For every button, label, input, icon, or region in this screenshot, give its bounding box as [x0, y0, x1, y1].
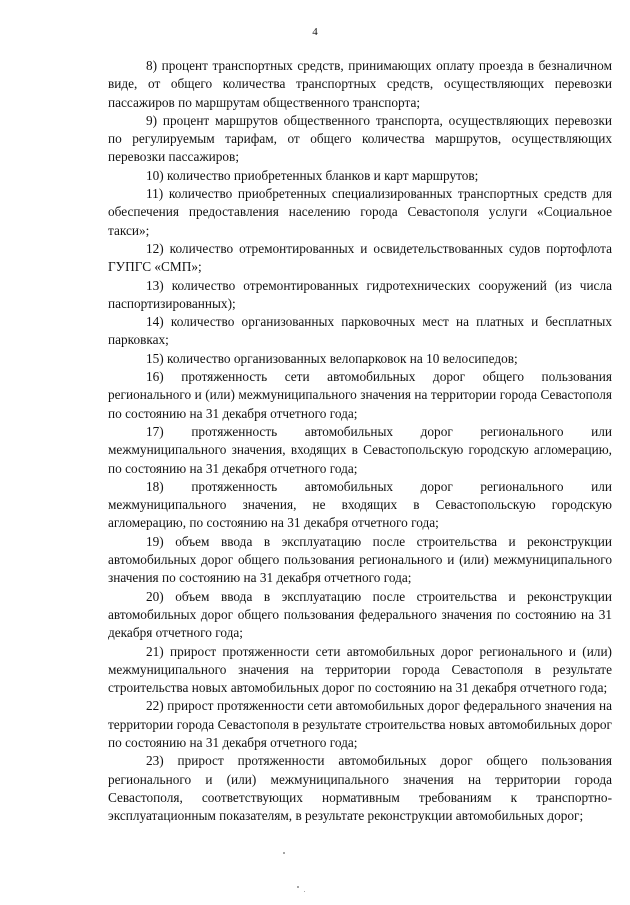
- list-item-23: 23) прирост протяженности автомобильных дорог общего пользования регионального и (или) межмуниципального значения на территории города Севастополя, соответствующих нормативным требованиям к транспортно-эксплуатационным показателям, в результате реконструкции автомобильных дорог;: [108, 753, 612, 824]
- page-number: 4: [312, 26, 318, 38]
- document-body: [108, 57, 612, 825]
- list-item-20: 20) объем ввода в эксплуатацию после строительства и реконструкции автомобильных дорог общего пользования федерального значения по состоянию на 31 декабря отчетного года;: [108, 588, 612, 641]
- list-item-16: 16) протяженность сети автомобильных дорог общего пользования регионального и (или) межмуниципального значения на территории города Севастополя по состоянию на 31 декабря отчетного года;: [108, 369, 612, 421]
- list-item-14: 14) количество организованных парковочных мест на платных и бесплатных парковках;: [108, 314, 612, 348]
- list-item-13: 13) количество отремонтированных гидротехнических сооружений (из числа паспортизированных);: [108, 277, 612, 311]
- list-item-12: 12) количество отремонтированных и освидетельствованных судов портофлота ГУПГС «СМП»;: [108, 240, 612, 275]
- scan-speck: [283, 852, 285, 854]
- list-item-15: 15) количество организованных велопарковок на 10 велосипедов;: [146, 350, 518, 366]
- list-item-11: 11) количество приобретенных специализированных транспортных средств для обеспечения предоставления населению города Севастополя услуги «Социальное такси»;: [108, 186, 612, 238]
- list-item-18: 18) протяженность автомобильных дорог регионального или межмуниципального значения, не входящих в Севастопольскую городскую агломерацию, по состоянию на 31 декабря отчетного года;: [108, 478, 612, 531]
- list-item-21: 21) прирост протяженности сети автомобильных дорог регионального и (или) межмуниципального значения на территории города Севастополя в результате строительства новых автомобильных дорог по состоянию на 31 декабря отчетного года;: [108, 643, 612, 696]
- list-item-9: 9) процент маршрутов общественного транспорта, осуществляющих перевозки по регулируемым тарифам, от общего количества маршрутов, осуществляющих перевозки пассажиров;: [108, 112, 612, 165]
- list-item-8: 8) процент транспортных средств, принимающих оплату проезда в безналичном виде, от общего количества транспортных средств, осуществляющих перевозки пассажиров по маршрутам общественного транспорта;: [108, 58, 612, 110]
- scan-speck: [297, 886, 299, 888]
- list-item-19: 19) объем ввода в эксплуатацию после строительства и реконструкции автомобильных дорог общего пользования регионального и (или) межмуниципального значения по состоянию на 31 декабря отчетного года;: [108, 533, 612, 586]
- scan-speck: [304, 891, 305, 892]
- list-item-22: 22) прирост протяженности сети автомобильных дорог федерального значения на территории города Севастополя в результате строительства новых автомобильных дорог по состоянию на 31 декабря отчетного года;: [108, 698, 612, 750]
- list-item-17: 17) протяженность автомобильных дорог регионального или межмуниципального значения, входящих в Севастопольскую городскую агломерацию, по состоянию на 31 декабря отчетного года;: [108, 423, 612, 476]
- list-item-10: 10) количество приобретенных бланков и карт маршрутов;: [146, 167, 479, 183]
